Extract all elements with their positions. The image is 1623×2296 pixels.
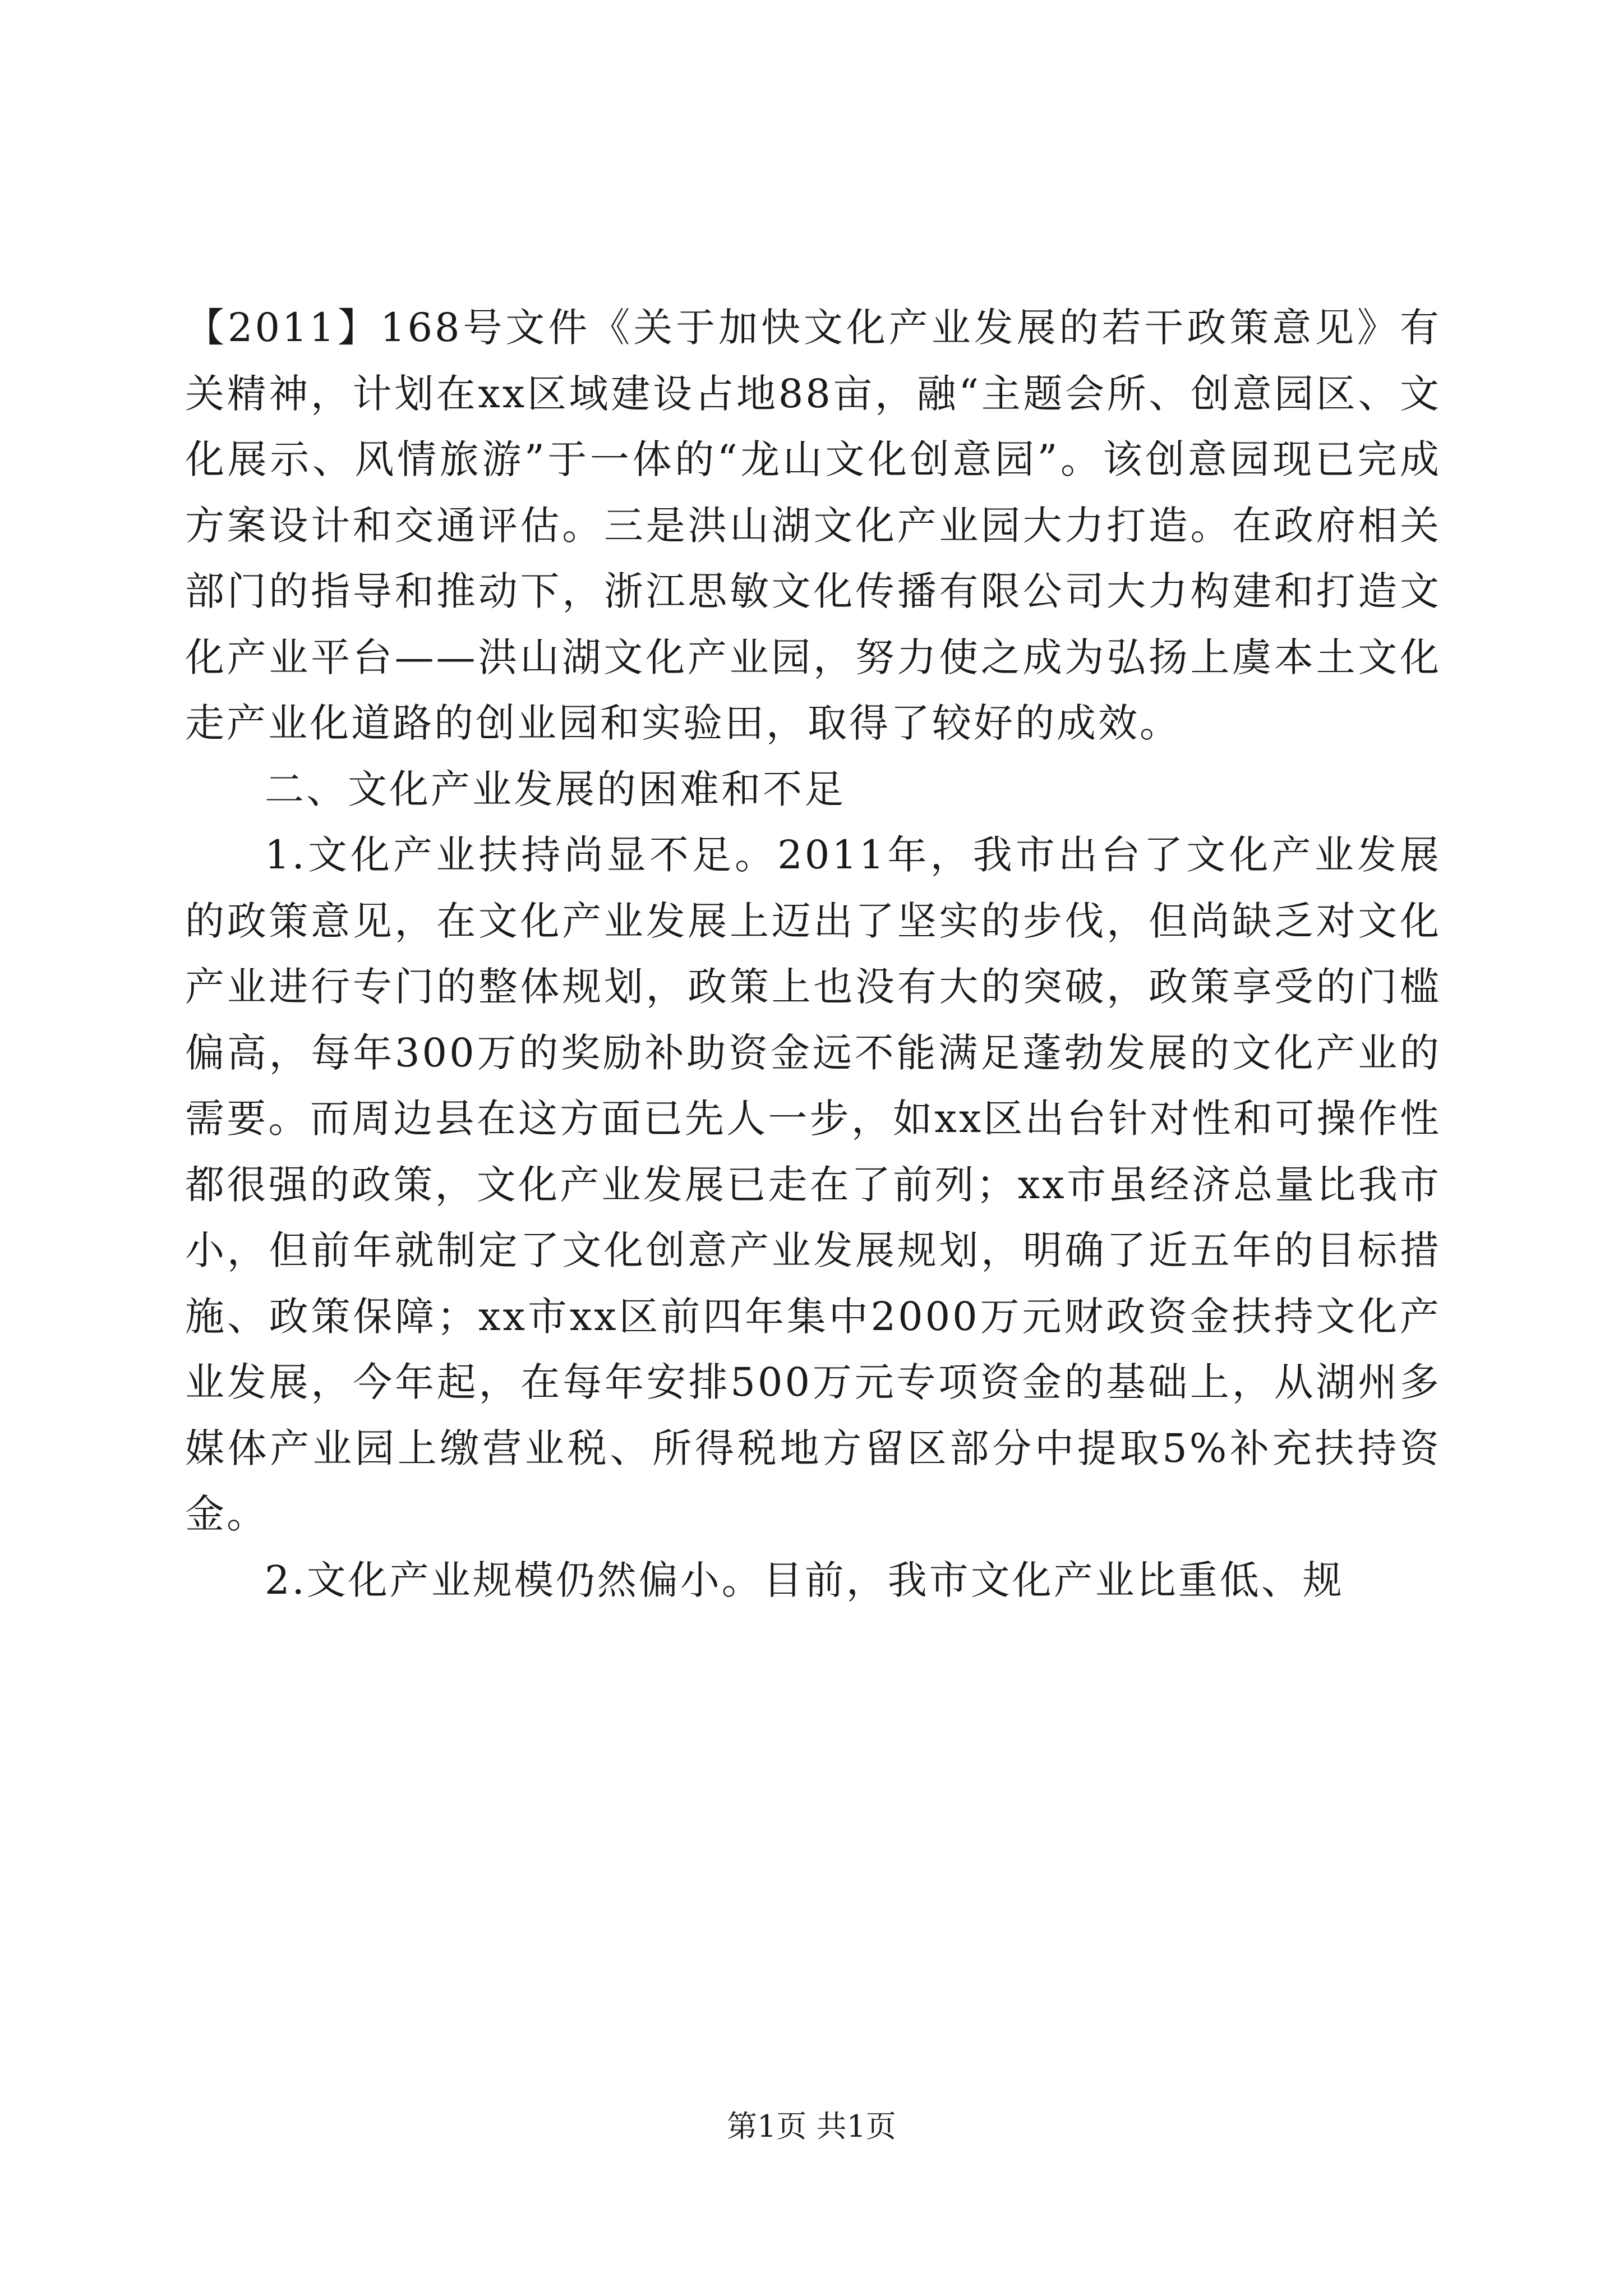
section-heading-difficulties: 二、文化产业发展的困难和不足 <box>265 766 846 812</box>
paragraph-policy-continuation: 【2011】168号文件《关于加快文化产业发展的若干政策意见》有关精神，计划在xx区域建设占地88亩，融“主题会所、创意园区、文化展示、风情旅游”于一体的“龙山文化创意园”。该创意园现已完成方案设计和交通评估。三是洪山湖文化产业园大力打造。在政府相关部门的指导和推动下，浙江思敏文化传播有限公司大力构建和打造文化产业平台——洪山湖文化产业园，努力使之成为弘扬上虞本土文化走产业化道路的创业园和实验田，取得了较好的成效。 <box>185 305 1441 746</box>
document-body <box>185 295 1441 1613</box>
paragraph-scale-small: 2.文化产业规模仍然偏小。目前，我市文化产业比重低、规 <box>265 1557 1344 1603</box>
page-footer: 第1页 共1页 <box>727 2109 896 2144</box>
paragraph-support-insufficient: 1.文化产业扶持尚显不足。2011年，我市出台了文化产业发展的政策意见，在文化产业发展上迈出了坚实的步伐，但尚缺乏对文化产业进行专门的整体规划，政策上也没有大的突破，政策享受的门槛偏高，每年300万的奖励补助资金远不能满足蓬勃发展的文化产业的需要。而周边县在这方面已先人一步，如xx区出台针对性和可操作性都很强的政策，文化产业发展已走在了前列；xx市虽经济总量比我市小，但前年就制定了文化创意产业发展规划，明确了近五年的目标措施、政策保障；xx市xx区前四年集中2000万元财政资金扶持文化产业发展，今年起，在每年安排500万元专项资金的基础上，从湖州多媒体产业园上缴营业税、所得税地方留区部分中提取5%补充扶持资金。 <box>185 832 1441 1537</box>
